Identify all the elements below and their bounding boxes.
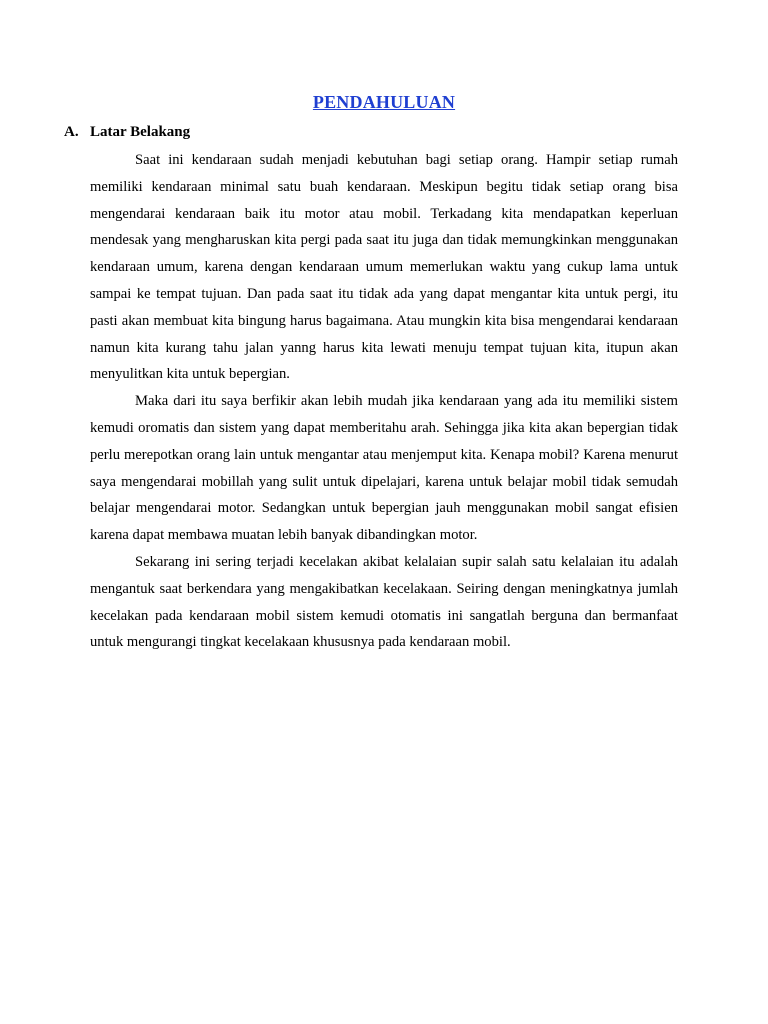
paragraph: Saat ini kendaraan sudah menjadi kebutuhan bagi setiap orang. Hampir setiap rumah memiliki kendaraan minimal satu buah kendaraan. Meskipun begitu tidak setiap orang bisa mengendarai kendaraan baik itu motor atau mobil. Terkadang kita mendapatkan keperluan mendesak yang mengharuskan kita pergi pada saat itu juga dan tidak memungkinkan menggunakan kendaraan umum, karena dengan kendaraan umum memerlukan waktu yang cukup lama untuk sampai ke tempat tujuan. Dan pada saat itu tidak ada yang dapat mengantar kita untuk pergi, itu pasti akan membuat kita bingung harus bagaimana. Atau mungkin kita bisa mengendarai kendaraan namun kita kurang tahu jalan yanng harus kita lewati menuju tempat tujuan kita, itupun akan menyulitkan kita untuk bepergian. (90, 152, 678, 383)
paragraph: Sekarang ini sering terjadi kecelakan akibat kelalaian supir salah satu kelalaian itu adalah mengantuk saat berkendara yang mengakibatkan kecelakaan. Seiring dengan meningkatnya jumlah kecelakan pada kendaraan mobil sistem kemudi otomatis ini sangatlah berguna dan bermanfaat untuk mengurangi tingkat kecelakaan khususnya pada kendaraan mobil. (90, 553, 678, 651)
paragraph: Maka dari itu saya berfikir akan lebih mudah jika kendaraan yang ada itu memiliki sistem kemudi oromatis dan sistem yang dapat memberitahu arah. Sehingga jika kita akan bepergian tidak perlu merepotkan orang lain untuk mengantar atau menjemput kita. Kenapa mobil? Karena menurut saya mengendarai mobillah yang sulit untuk dipelajari, karena untuk belajar mobil tidak semudah belajar mengendarai motor. Sedangkan untuk bepergian jauh menggunakan mobil sangat efisien karena dapat membawa muatan lebih banyak dibandingkan motor. (90, 393, 678, 544)
body-text (90, 147, 678, 656)
section-heading-label: Latar Belakang (90, 124, 191, 140)
section-heading (64, 124, 190, 141)
section-marker: A. (64, 124, 79, 140)
page-title: PENDAHULUAN (312, 92, 456, 112)
